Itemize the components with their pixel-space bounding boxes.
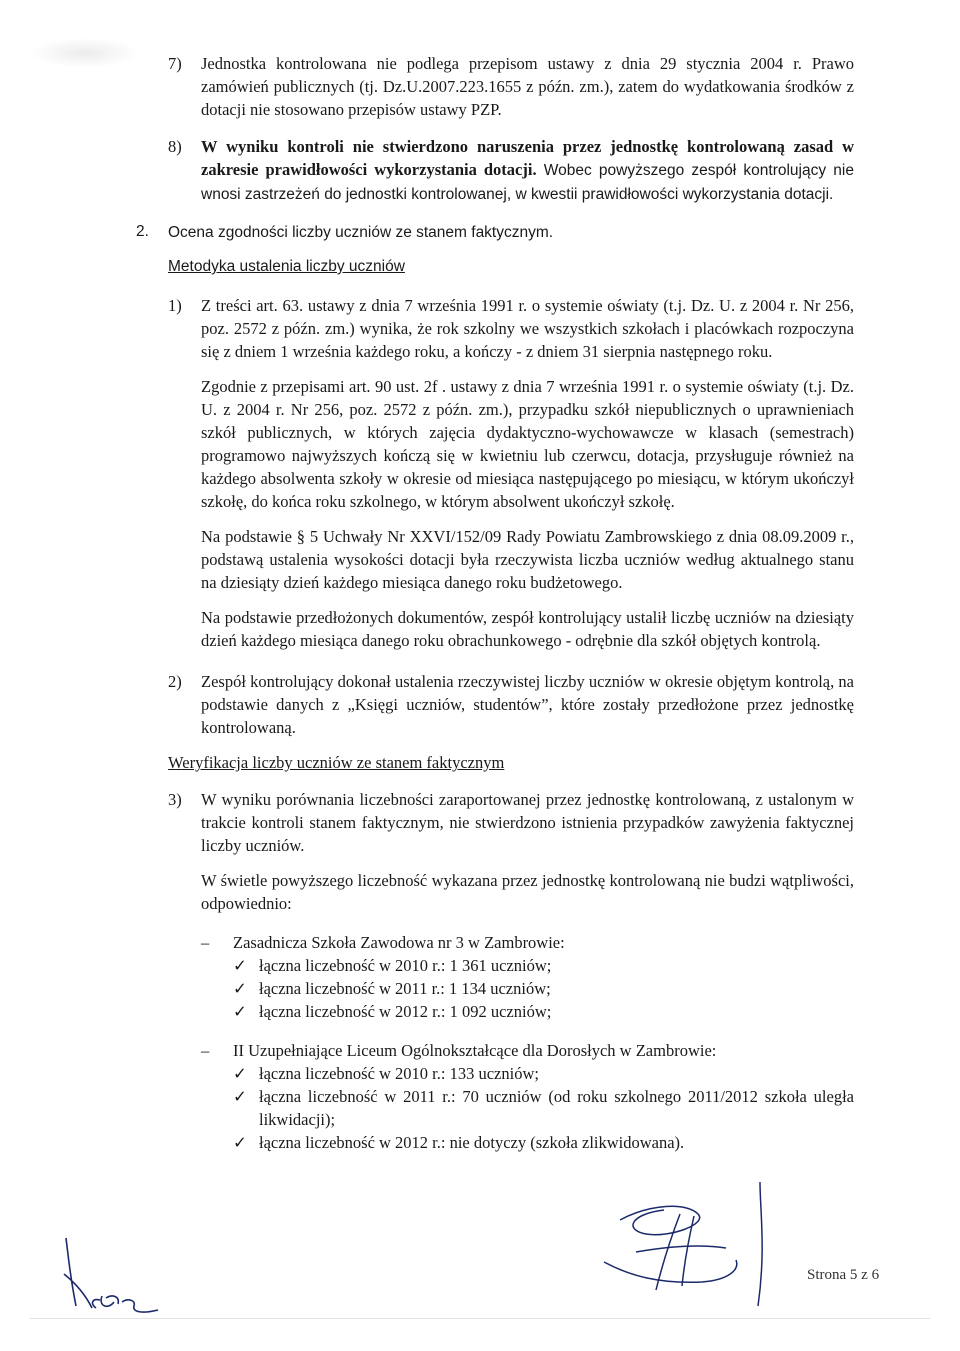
section-number: 2. [136, 223, 149, 240]
point-number: 2) [168, 672, 182, 691]
point-paragraph: Na podstawie przedłożonych dokumentów, zespół kontrolujący ustalił liczbę uczniów na dziesiąty dzień każdego miesiąca danego roku obrachunkowego - odrębnie dla szkół objętych kontrolą. [201, 608, 854, 650]
point-paragraph: Na podstawie § 5 Uchwały Nr XXVI/152/09 Rady Powiatu Zambrowskiego z dnia 08.09.2009 r., podstawą ustalenia wysokości dotacji była rzeczywista liczba uczniów według aktualnego stanu na dziesiąty dzień każdego miesiąca danego roku budżetowego. [201, 527, 854, 592]
point-number: 1) [168, 296, 182, 315]
point-paragraph: Zgodnie z przepisami art. 90 ust. 2f . ustawy z dnia 7 września 1991 r. o systemie oświaty (t.j. Dz. U. z 2004 r. Nr 256, poz. 2572 z późn. zm.), przypadku szkół niepublicznych o uprawnieniach szkół publicznych, w których zajęcia dydaktyczno-wychowawcze w klasach (semestrach) programowo najwyższych kończą się w kwietniu lub czerwcu, dotacja, przysługuje również na każdego absolwenta szkoły w okresie od miesiąca następującego po miesiącu, w którym ukończył szkołę, do końca roku szkolnego, w którym absolwent ukończył szkołę. [201, 377, 854, 511]
entry-text: łączna liczebność w 2012 r.: nie dotyczy (szkoła zlikwidowana). [259, 1133, 685, 1152]
entry-text: łączna liczebność w 2011 r.: 1 134 uczniów; [259, 979, 551, 998]
dash-marker: – [201, 1041, 210, 1060]
bottom-divider [30, 1318, 930, 1319]
scan-smudge [30, 38, 140, 68]
point-text: W wyniku porównania liczebności zaraportowanej przez jednostkę kontrolowaną, z ustalonym w trakcie kontroli stanem faktycznym, nie stwierdzono istnienia przypadków zawyżenia faktycznej liczby uczniów. [201, 790, 854, 855]
school-name: II Uzupełniające Liceum Ogólnokształcące dla Dorosłych w Zambrowie: [233, 1041, 717, 1060]
list-item [233, 1000, 854, 1023]
item-8 [168, 135, 854, 206]
list-item [233, 1062, 854, 1085]
school-block [201, 931, 854, 1023]
list-item [233, 954, 854, 977]
point-number: 3) [168, 790, 182, 809]
check-icon: ✓ [233, 1002, 247, 1021]
point-1 [168, 294, 854, 652]
school-entries [233, 1062, 854, 1154]
page-number: Strona 5 z 6 [807, 1267, 880, 1283]
check-icon: ✓ [233, 1133, 247, 1152]
check-icon: ✓ [233, 1064, 247, 1083]
check-icon: ✓ [233, 956, 247, 975]
handwritten-signature-right [590, 1180, 780, 1310]
item-text: Wobec powyższego zespół kontrolujący nie wnosi zastrzeżeń do jednostki kontrolowanej, w kwestii prawidłowości wykorzystania dotacji. [201, 162, 854, 203]
methodology-heading [168, 254, 854, 278]
school-entries [233, 954, 854, 1023]
item-number: 7) [168, 54, 182, 73]
section-2-heading [136, 220, 854, 244]
point-paragraph: W świetle powyższego liczebność wykazana przez jednostkę kontrolowaną nie budzi wątpliwości, odpowiednio: [201, 871, 854, 913]
page-content [136, 52, 854, 1154]
point-2 [168, 670, 854, 739]
handwritten-signature-left [62, 1236, 192, 1321]
school-name: Zasadnicza Szkoła Zawodowa nr 3 w Zambrowie: [233, 933, 565, 952]
verification-heading [168, 751, 854, 774]
entry-text: łączna liczebność w 2010 r.: 133 uczniów; [259, 1064, 539, 1083]
check-icon: ✓ [233, 979, 247, 998]
list-item [233, 1131, 854, 1154]
point-3 [168, 788, 854, 1154]
item-7 [168, 52, 854, 121]
list-item [233, 1085, 854, 1131]
item-bold-text: W wyniku kontroli nie stwierdzono naruszenia przez jednostkę kontrolowaną zasad w zakresie prawidłowości wykorzystania dotacji. [201, 137, 854, 179]
point-text: Z treści art. 63. ustawy z dnia 7 września 1991 r. o systemie oświaty (t.j. Dz. U. z 2004 r. Nr 256, poz. 2572 z późn. zm.) wynika, że rok szkolny we wszystkich szkołach i placówkach rozpoczyna się z dniem 1 września każdego roku, a kończy - z dniem 31 sierpnia następnego roku. [201, 296, 854, 361]
school-block [201, 1039, 854, 1154]
check-icon: ✓ [233, 1087, 247, 1106]
methodology-heading-text: Metodyka ustalenia liczby uczniów [168, 258, 405, 275]
entry-text: łączna liczebność w 2011 r.: 70 uczniów (od roku szkolnego 2011/2012 szkoła uległa likwidacji); [259, 1087, 854, 1129]
entry-text: łączna liczebność w 2012 r.: 1 092 uczniów; [259, 1002, 552, 1021]
verification-heading-text: Weryfikacja liczby uczniów ze stanem faktycznym [168, 753, 505, 772]
point-text: Zespół kontrolujący dokonał ustalenia rzeczywistej liczby uczniów w okresie objętym kontrolą, na podstawie danych z „Księgi uczniów, studentów”, które zostały przedłożone przez jednostkę kontrolowaną. [201, 672, 854, 737]
entry-text: łączna liczebność w 2010 r.: 1 361 uczniów; [259, 956, 552, 975]
dash-marker: – [201, 933, 210, 952]
section-title: Ocena zgodności liczby uczniów ze stanem faktycznym. [168, 224, 554, 241]
list-item [233, 977, 854, 1000]
item-number: 8) [168, 137, 182, 156]
item-text: Jednostka kontrolowana nie podlega przepisom ustawy z dnia 29 stycznia 2004 r. Prawo zamówień publicznych (tj. Dz.U.2007.223.1655 z późn. zm.), zatem do wydatkowania środków z dotacji nie stosowano przepisów ustawy PZP. [201, 54, 854, 119]
